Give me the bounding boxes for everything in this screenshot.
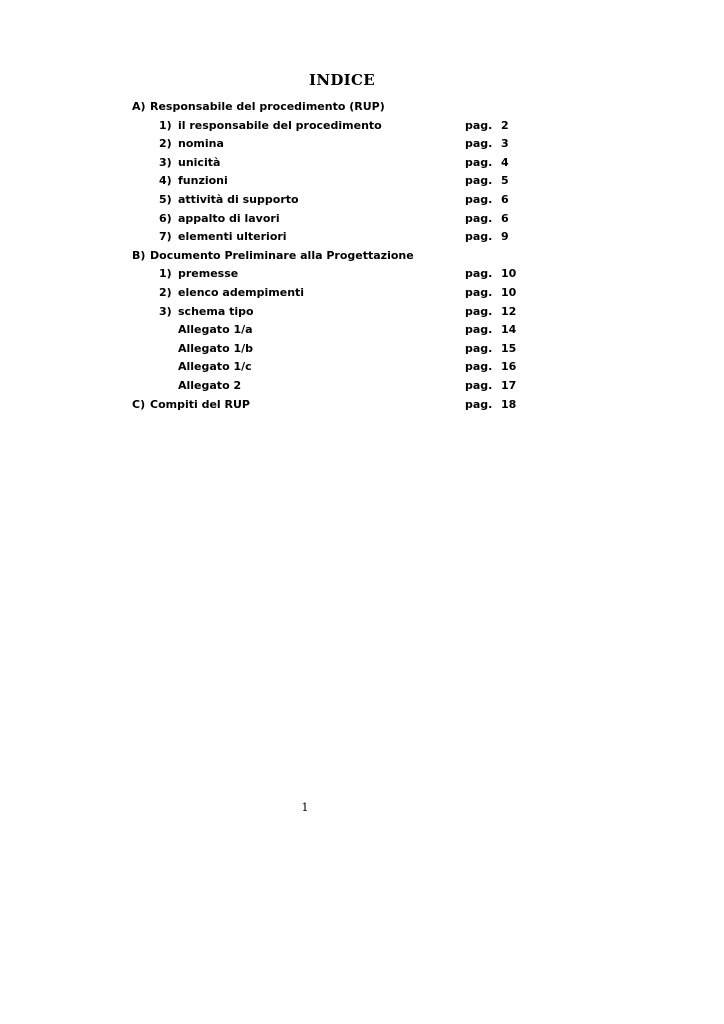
entry-page-number: 10: [501, 285, 517, 299]
entry-label: Allegato 1/c: [178, 360, 252, 374]
entry-pag-label: pag.: [465, 304, 493, 318]
toc-entry: [0, 340, 724, 359]
entry-pag-label: pag.: [465, 378, 493, 392]
entry-pag-label: pag.: [465, 360, 493, 374]
entry-pag-label: pag.: [465, 397, 493, 411]
entry-number: 1): [159, 118, 172, 132]
section-label: Compiti del RUP: [150, 397, 250, 411]
entry-pag-label: pag.: [465, 118, 493, 132]
entry-number: 2): [159, 285, 172, 299]
table-of-contents: [0, 98, 724, 414]
entry-page-number: 4: [501, 155, 509, 169]
section-letter: C): [132, 397, 146, 411]
entry-pag-label: pag.: [465, 137, 493, 151]
toc-entry: [0, 191, 724, 210]
entry-label: appalto di lavori: [178, 211, 280, 225]
toc-entry: [0, 303, 724, 322]
entry-page-number: 6: [501, 211, 509, 225]
entry-page-number: 5: [501, 174, 509, 188]
entry-page-number: 15: [501, 341, 517, 355]
entry-page-number: 16: [501, 360, 517, 374]
entry-pag-label: pag.: [465, 285, 493, 299]
entry-pag-label: pag.: [465, 323, 493, 337]
entry-number: 2): [159, 137, 172, 151]
section-heading-c: [0, 396, 724, 415]
toc-entry: [0, 377, 724, 396]
section-heading-b: [0, 247, 724, 266]
entry-pag-label: pag.: [465, 230, 493, 244]
entry-label: Allegato 1/b: [178, 341, 254, 355]
entry-pag-label: pag.: [465, 341, 493, 355]
toc-entry: [0, 265, 724, 284]
section-label: Responsabile del procedimento (RUP): [150, 100, 385, 113]
entry-page-number: 2: [501, 118, 509, 132]
entry-page-number: 14: [501, 323, 517, 337]
entry-label: funzioni: [178, 174, 228, 188]
entry-pag-label: pag.: [465, 192, 493, 206]
entry-page-number: 12: [501, 304, 517, 318]
entry-pag-label: pag.: [465, 267, 493, 281]
entry-label: Allegato 1/a: [178, 323, 253, 337]
entry-number: 3): [159, 304, 172, 318]
toc-entry: [0, 172, 724, 191]
entry-page-number: 18: [501, 397, 517, 411]
entry-number: 4): [159, 174, 172, 188]
entry-number: 6): [159, 211, 172, 225]
entry-number: 7): [159, 230, 172, 244]
toc-entry: [0, 321, 724, 340]
entry-label: schema tipo: [178, 304, 254, 318]
toc-entry: [0, 117, 724, 136]
entry-pag-label: pag.: [465, 211, 493, 225]
entry-pag-label: pag.: [465, 174, 493, 188]
entry-page-number: 3: [501, 137, 509, 151]
toc-entry: [0, 154, 724, 173]
entry-label: unicità: [178, 155, 221, 169]
toc-entry: [0, 358, 724, 377]
entry-label: Allegato 2: [178, 378, 242, 392]
section-label: Documento Preliminare alla Progettazione: [150, 248, 414, 262]
entry-page-number: 9: [501, 230, 509, 244]
page-title: INDICE: [309, 71, 375, 89]
entry-page-number: 6: [501, 192, 509, 206]
toc-entry: [0, 284, 724, 303]
entry-number: 3): [159, 155, 172, 169]
entry-page-number: 17: [501, 378, 517, 392]
toc-entry: [0, 228, 724, 247]
entry-label: il responsabile del procedimento: [178, 118, 382, 132]
entry-label: premesse: [178, 267, 239, 281]
entry-label: attività di supporto: [178, 192, 299, 206]
entry-number: 5): [159, 192, 172, 206]
entry-label: elenco adempimenti: [178, 285, 305, 299]
section-heading-a: [0, 98, 724, 117]
toc-entry: [0, 135, 724, 154]
entry-label: elementi ulteriori: [178, 230, 287, 244]
entry-label: nomina: [178, 137, 224, 151]
entry-page-number: 10: [501, 267, 517, 281]
page-number: 1: [301, 801, 309, 814]
section-letter: B): [132, 248, 146, 262]
section-letter: A): [132, 100, 146, 113]
entry-pag-label: pag.: [465, 155, 493, 169]
entry-number: 1): [159, 267, 172, 281]
toc-entry: [0, 210, 724, 229]
